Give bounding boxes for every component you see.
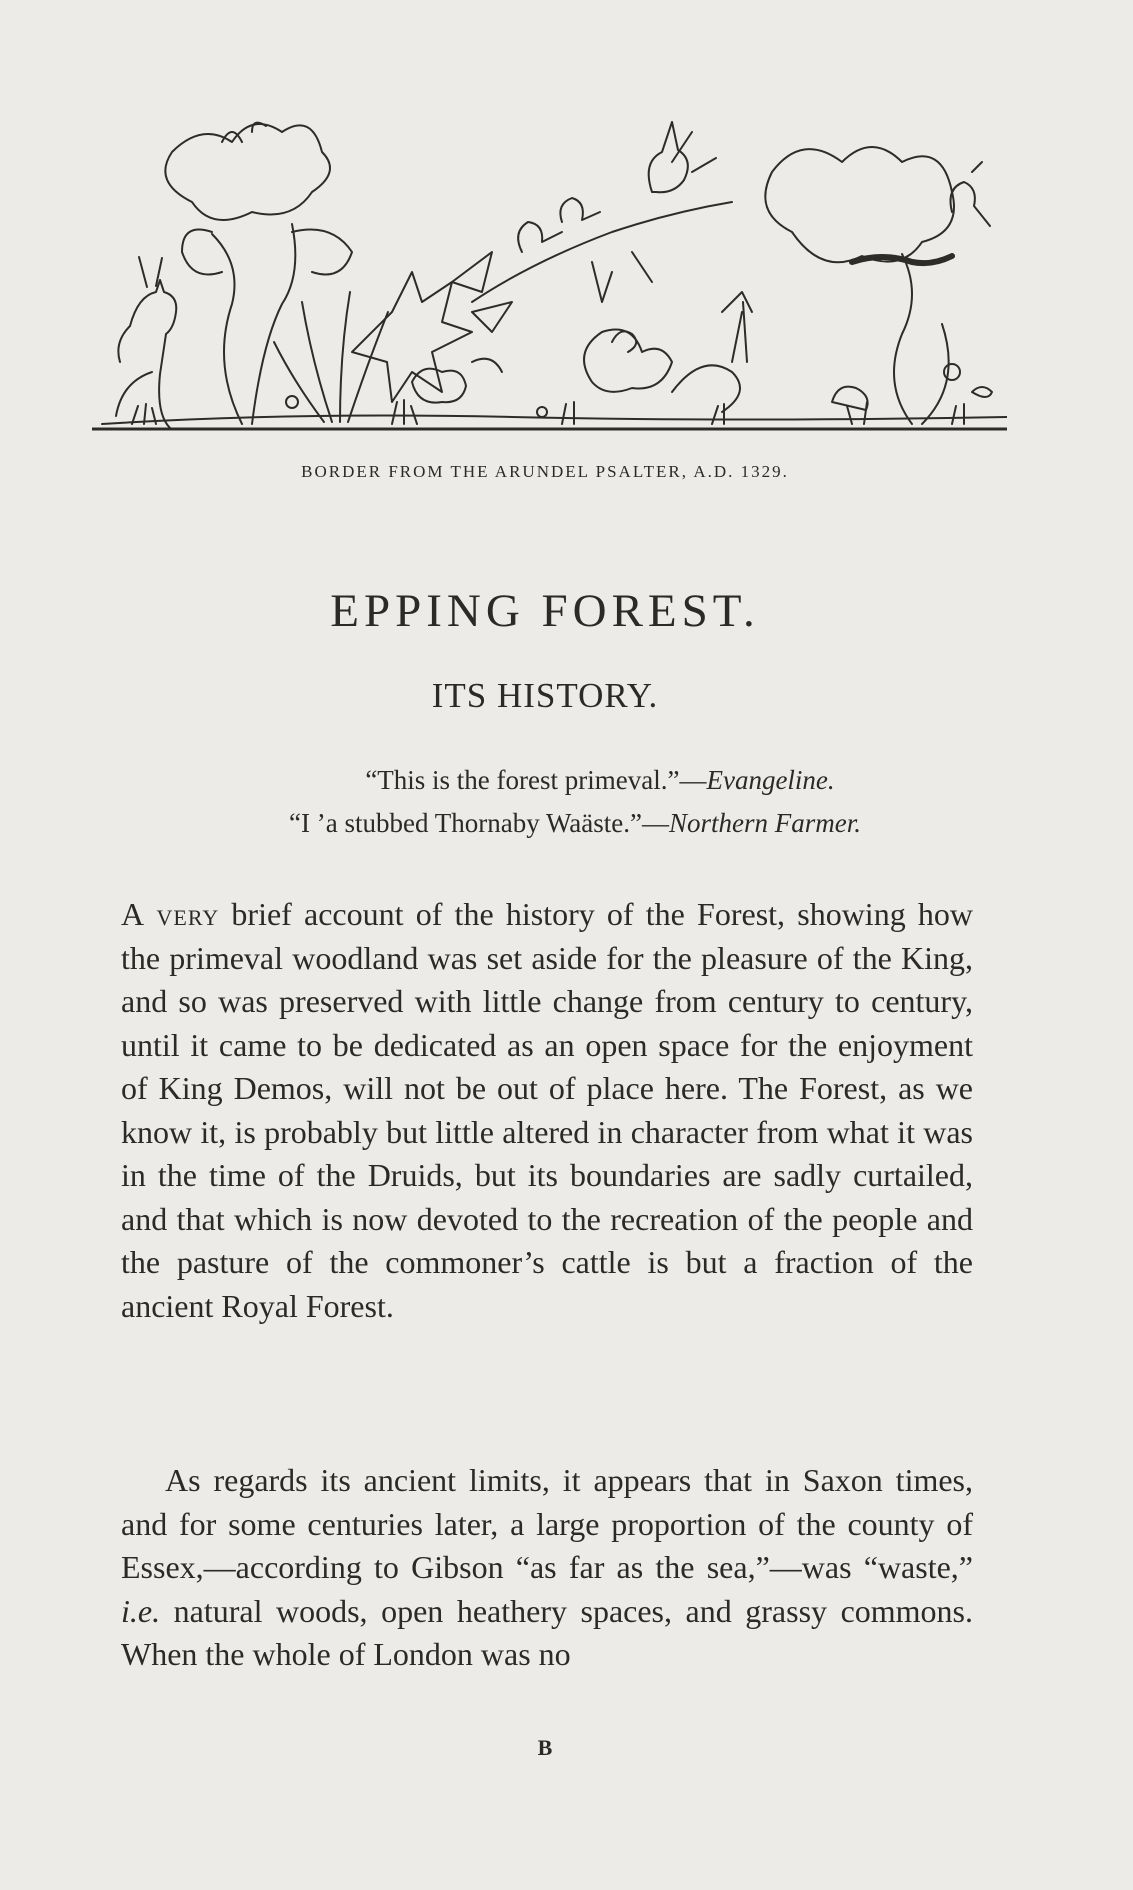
paragraph-text: natural woods, open heathery spaces, and grassy commons. When the whole of London was no: [121, 1592, 973, 1672]
page-title: EPPING FOREST.: [330, 585, 760, 637]
epigraph-source: Northern Farmer.: [668, 808, 861, 838]
epigraph-source: Evangeline.: [706, 765, 835, 795]
epigraph-quote: “This is the forest primeval.”—: [365, 765, 707, 795]
paragraph-abbreviation: i.e.: [121, 1592, 161, 1629]
paragraph-lead-in: A very: [121, 896, 220, 932]
illustration-caption: BORDER FROM THE ARUNDEL PSALTER, A.D. 1329.: [301, 462, 789, 481]
signature-mark: B: [537, 1735, 553, 1760]
paragraph-text: As regards its ancient limits, it appears that in Saxon times, and for some centuries later, a large proportion of the county of Essex,—according to Gibson “as far as the sea,”—was “waste,”: [121, 1462, 973, 1585]
border-ornament-icon: [92, 112, 1007, 442]
epigraph-1: [0, 765, 1090, 796]
epigraph-quote: “I ’a stubbed Thornaby Waäste.”—: [289, 808, 669, 838]
section-subtitle: ITS HISTORY.: [431, 676, 659, 715]
body-paragraph-1: [121, 893, 973, 1328]
paragraph-text: brief account of the history of the Forest, showing how the primeval woodland was set aside for the pleasure of the King, and so was preserved with little change from century to century, until it came to be dedicated as an open space for the enjoyment of King Demos, will not be out of place here. The Forest, as we know it, is probably but little altered in character from what it was in the time of the Druids, but its boundaries are sadly curtailed, and that which is now devoted to the recreation of the people and the pasture of the commoner’s cattle is but a fraction of the ancient Royal Forest.: [121, 896, 973, 1324]
epigraph-2: [0, 808, 1090, 839]
body-paragraph-2: [121, 1459, 973, 1677]
